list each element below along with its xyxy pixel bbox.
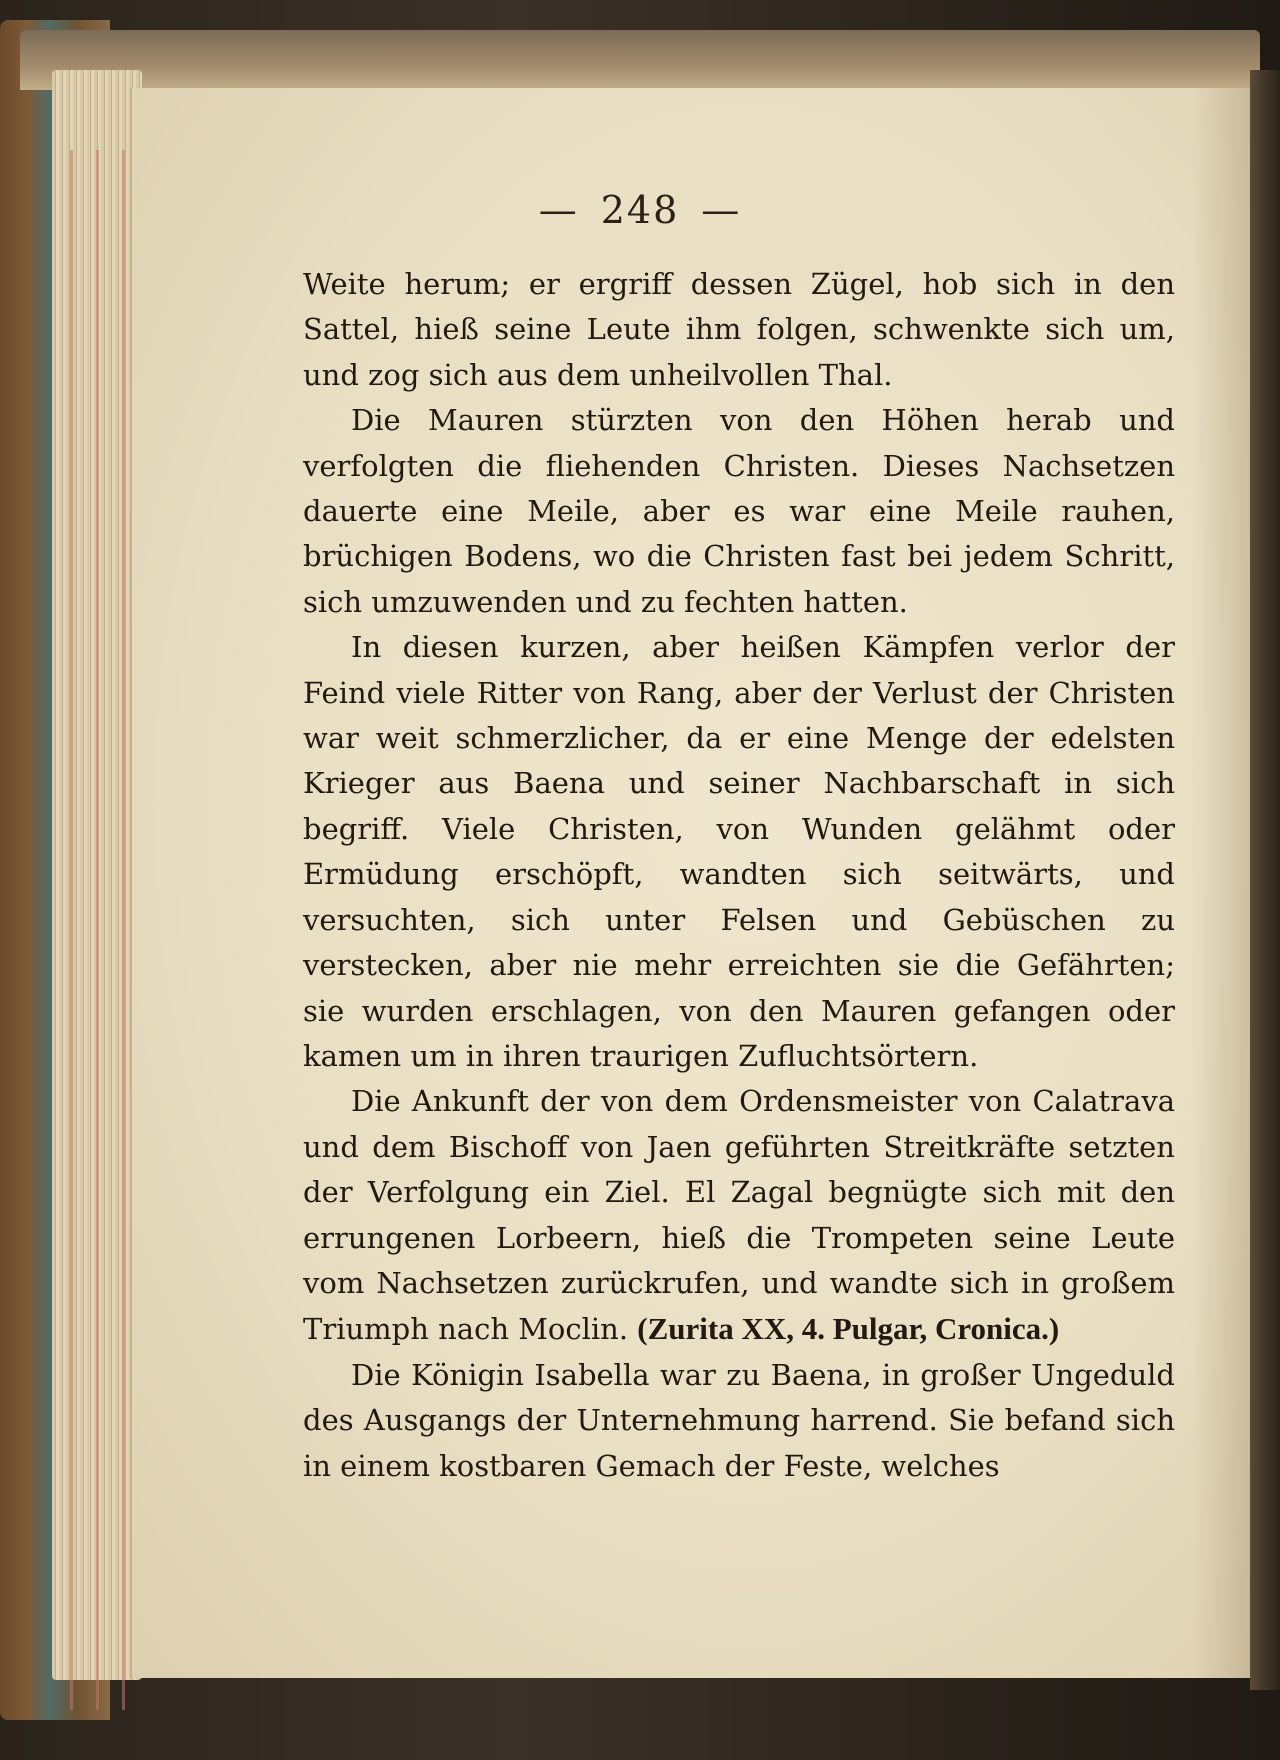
page-number-dash-left: — bbox=[538, 188, 579, 232]
paragraph-text: Die Mauren stürzten von den Höhen herab und verfolgten die fliehenden Christen. Dieses Nachsetzen dauerte eine Meile, aber es war eine Meile rauhen, brüchigen Bodens, wo die Christen fast bei jedem Schritt, sich umzuwenden und zu fechten hatten. bbox=[303, 403, 1175, 619]
page-number bbox=[0, 188, 1280, 232]
page-gutter-shadow bbox=[1192, 88, 1252, 1678]
paragraph bbox=[303, 262, 1175, 398]
paragraph-text: Die Königin Isabella war zu Baena, in großer Ungeduld des Ausgangs der Unternehmung harrend. Sie befand sich in einem kostbaren Gemach der Feste, welches bbox=[303, 1357, 1175, 1483]
paragraph-text: In diesen kurzen, aber heißen Kämpfen verlor der Feind viele Ritter von Rang, aber der Verlust der Christen war weit schmerzlicher, da er eine Menge der edelsten Krieger aus Baena und seiner Nachbarschaft in sich begriff. Viele Christen, von Wunden gelähmt oder Ermüdung erschöpft, wandten sich seitwärts, und versuchten, sich unter Felsen und Gebüschen zu verstecken, aber nie mehr erreichten sie die Gefährten; sie wurden erschlagen, von den Mauren gefangen oder kamen um in ihren traurigen Zufluchtsörtern. bbox=[303, 630, 1175, 1073]
paragraph-text: Die Ankunft der von dem Ordensmeister von Calatrava und dem Bischoff von Jaen geführten Streitkräfte setzten der Verfolgung ein Ziel. El Zagal begnügte sich mit den errungenen Lorbeern, hieß die Trompeten seine Leute vom Nachsetzen zurückrufen, und wandte sich in großem Triumph nach Moclin. bbox=[303, 1084, 1175, 1347]
citation: (Zurita XX, 4. Pulgar, Cronica.) bbox=[637, 1311, 1060, 1347]
paragraph bbox=[303, 1079, 1175, 1352]
page-edge-red-line bbox=[96, 150, 99, 1710]
paragraph bbox=[303, 1353, 1175, 1489]
paragraph bbox=[303, 625, 1175, 1079]
paragraph-text: Weite herum; er ergriff dessen Zügel, hob sich in den Sattel, hieß seine Leute ihm folgen, schwenkte sich um, und zog sich aus dem unheilvollen Thal. bbox=[303, 267, 1175, 392]
book-cover-top-edge bbox=[20, 30, 1260, 90]
page-edge-red-line bbox=[70, 150, 73, 1710]
body-text bbox=[303, 262, 1175, 1489]
paragraph bbox=[303, 398, 1175, 625]
page-number-value: 248 bbox=[600, 188, 680, 232]
page-edge-red-line bbox=[122, 150, 125, 1710]
page-edges-stack bbox=[52, 70, 142, 1680]
book-right-edge bbox=[1250, 70, 1280, 1690]
page-number-dash-right: — bbox=[701, 188, 742, 232]
